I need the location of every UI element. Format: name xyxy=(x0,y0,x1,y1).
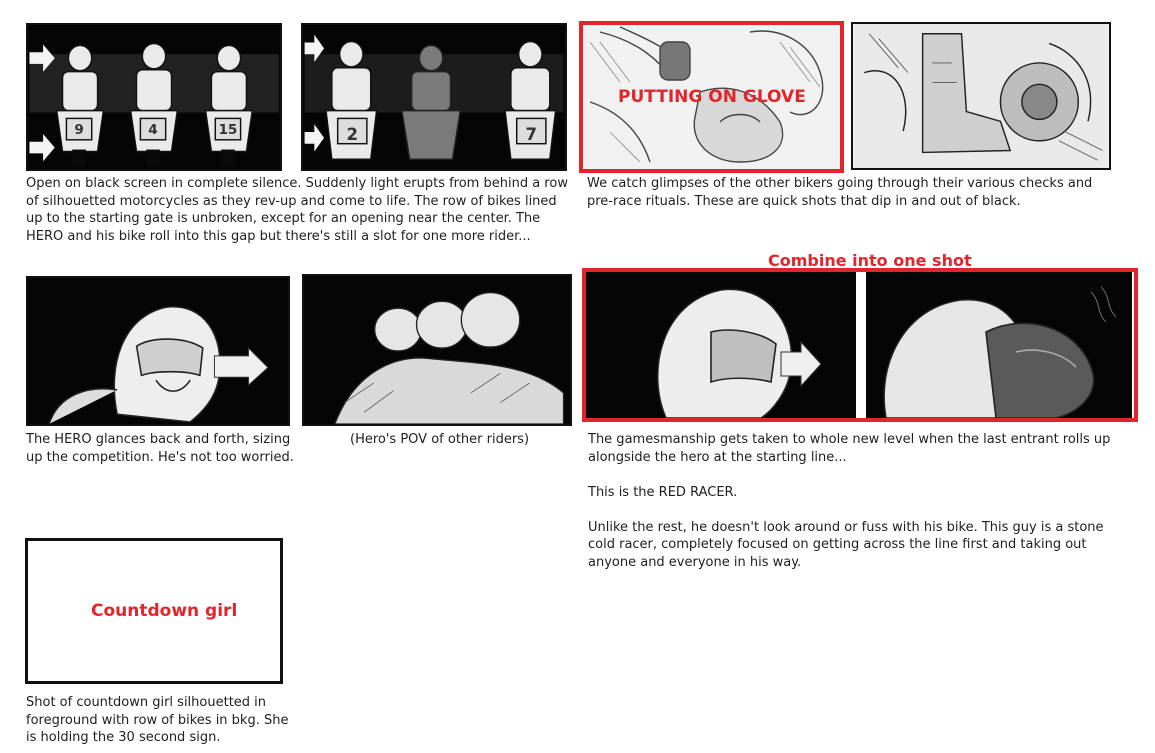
storyboard-frame-hero-rolls-in xyxy=(301,23,567,171)
caption-red-racer-intro: The gamesmanship gets taken to whole new level when the last entrant rolls up alongside the hero at the starting line... xyxy=(588,432,1111,465)
caption-red-racer-name: This is the RED RACER. xyxy=(588,484,738,500)
bike-number-e: 7 xyxy=(525,124,538,144)
storyboard-frame-boot-closeup xyxy=(851,22,1111,170)
glove-note: PUTTING ON GLOVE xyxy=(618,87,806,107)
combine-note: Combine into one shot xyxy=(768,251,972,270)
caption-countdown-girl: Shot of countdown girl silhouetted in foreground with row of bikes in bkg. She is holding the 30 second sign. xyxy=(26,695,289,745)
hero-glance-sketch xyxy=(28,278,288,424)
combine-note-frame xyxy=(582,268,1138,422)
caption-red-racer xyxy=(588,431,1118,571)
storyboard-frame-riders-pov xyxy=(302,274,572,426)
bike-number-c: 15 xyxy=(218,121,238,138)
starting-line-sketch xyxy=(28,25,280,169)
bike-number-a: 9 xyxy=(74,121,84,138)
caption-opening: Open on black screen in complete silence. Suddenly light erupts from behind a row of silhouetted motorcycles as they rev-up and come to life. The row of bikes lined up to the starting gate is unbroken, except for an opening near the center. The HERO and his bike roll into this gap but there's still a slot for one more rider... xyxy=(26,176,568,244)
caption-pre-race-rituals: We catch glimpses of the other bikers going through their various checks and pre-race rituals. These are quick shots that dip in and out of black. xyxy=(587,176,1093,209)
caption-red-racer-description: Unlike the rest, he doesn't look around or fuss with his bike. This guy is a stone cold racer, completely focused on getting across the line first and taking out anyone and everyone in his way. xyxy=(588,519,1104,570)
riders-pov-sketch xyxy=(304,276,570,424)
storyboard-frame-starting-line xyxy=(26,23,282,171)
countdown-note: Countdown girl xyxy=(91,601,238,621)
hero-rolls-in-sketch xyxy=(303,25,565,169)
bike-number-b: 4 xyxy=(148,121,158,138)
storyboard-frame-hero-glance xyxy=(26,276,290,426)
boot-sketch xyxy=(853,24,1109,168)
caption-hero-glance: The HERO glances back and forth, sizing up the competition. He's not too worried. xyxy=(26,432,294,465)
caption-hero-pov: (Hero's POV of other riders) xyxy=(350,432,530,447)
bike-number-d: 2 xyxy=(346,124,359,144)
